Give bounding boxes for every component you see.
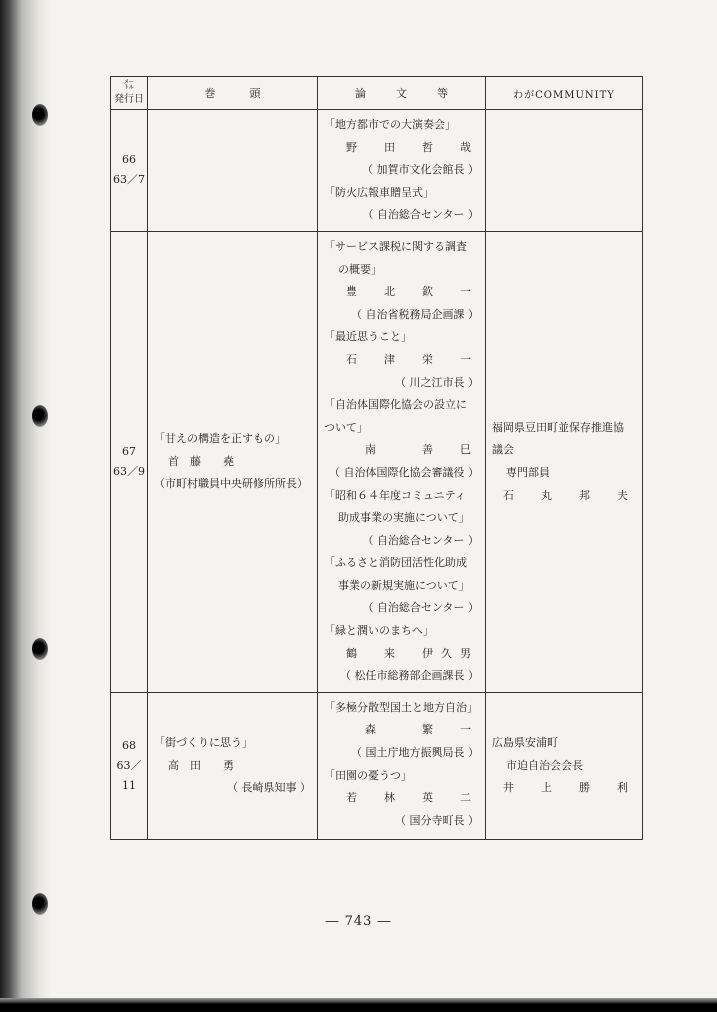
table-row [111, 231, 643, 692]
community-org: 議会 [492, 443, 514, 457]
foreword-affiliation: （ 長崎県知事 ） [227, 781, 311, 795]
issue-cell [111, 231, 148, 692]
community-cell [486, 692, 643, 839]
issue-number: 66 [122, 153, 136, 167]
issue-date: 63／11 [116, 758, 142, 792]
community-role: 専門部員 [506, 465, 550, 479]
article-affiliation: （ 自治省税務局企画課 ） [351, 307, 479, 321]
article-affiliation: （ 自治総合センター ） [362, 533, 479, 547]
foreword-cell [148, 692, 318, 839]
binder-hole [32, 638, 48, 660]
issue-number: 67 [122, 444, 136, 458]
binder-hole [32, 104, 48, 126]
article-affiliation: （ 加賀市文化会館長 ） [362, 163, 479, 177]
binder-hole [32, 405, 48, 427]
publication-table [110, 76, 643, 840]
article-author: 石 津 栄 一 [346, 352, 479, 366]
table-header-row [111, 77, 643, 110]
article-title: の概要」 [338, 262, 382, 276]
article-title: 「多極分散型国土と地方自治」 [324, 700, 478, 714]
article-title: 事業の新規実施について」 [338, 578, 470, 592]
binder-hole [32, 893, 48, 915]
community-org: 福岡県豆田町並保存推進協 [492, 420, 624, 434]
article-title: 「緑と潤いのまちへ」 [324, 624, 434, 638]
header-community: わがCOMMUNITY [486, 77, 643, 110]
table-row [111, 692, 643, 839]
article-title: 「ふるさと消防団活性化助成 [324, 556, 467, 570]
table-row [111, 110, 643, 232]
header-no-label: ㍍ [124, 80, 134, 91]
foreword-author: 首 藤 堯 [168, 454, 234, 468]
foreword-affiliation: （市町村職員中央研修所所長） [154, 477, 308, 491]
article-author: 若 林 英 二 [346, 791, 479, 805]
article-title: 「サービス課税に関する調査 [324, 239, 467, 253]
article-title: 「最近思うこと」 [324, 330, 412, 344]
binder-edge [0, 0, 52, 1012]
community-person: 井 上 勝 利 [503, 781, 636, 795]
community-org: 広島県安浦町 [492, 735, 558, 749]
article-title: 助成事業の実施について」 [338, 511, 470, 525]
page-number: ― 743 ― [325, 914, 392, 929]
article-affiliation: （ 自治総合センター ） [362, 601, 479, 615]
foreword-cell [148, 110, 318, 232]
header-foreword: 巻頭 [148, 77, 318, 110]
articles-cell [318, 110, 486, 232]
issue-date: 63／7 [113, 173, 145, 187]
article-author: 豊 北 欽 一 [346, 285, 479, 299]
header-issue-date [111, 77, 148, 110]
article-affiliation: （ 松任市総務部企画課長 ） [340, 669, 479, 683]
header-date-label: 発行日 [114, 94, 144, 105]
article-author: 野 田 哲 哉 [346, 140, 479, 154]
community-role: 市迫自治会会長 [506, 758, 583, 772]
article-title: 「田園の憂うつ」 [324, 768, 412, 782]
header-articles: 論文等 [318, 77, 486, 110]
article-author: 南 善 巳 [365, 443, 479, 457]
article-affiliation: （ 国土庁地方振興局長 ） [351, 746, 479, 760]
issue-cell [111, 110, 148, 232]
article-author: 森 繁 一 [365, 723, 479, 737]
foreword-title: 「甘えの構造を正すもの」 [154, 432, 286, 446]
community-cell [486, 110, 643, 232]
issue-number: 68 [122, 738, 136, 752]
community-person: 石 丸 邦 夫 [503, 488, 636, 502]
foreword-cell [148, 231, 318, 692]
article-affiliation: （ 川之江市長 ） [395, 375, 479, 389]
article-title: 「昭和６４年度コミュニティ [324, 488, 466, 502]
community-cell [486, 231, 643, 692]
foreword-title: 「街づくりに思う」 [154, 735, 253, 749]
foreword-author: 高 田 勇 [168, 758, 234, 772]
articles-cell [318, 231, 486, 692]
article-title: 「地方都市での大演奏会」 [324, 118, 456, 131]
issue-cell [111, 692, 148, 839]
scan-bottom-edge [0, 998, 717, 1012]
issue-date: 63／9 [113, 464, 145, 478]
article-title: 「自治体国際化協会の設立に [324, 398, 467, 412]
articles-cell [318, 692, 486, 839]
article-affiliation: （ 自治総合センター ） [362, 208, 479, 222]
article-title: ついて」 [324, 420, 368, 434]
article-affiliation: （ 自治体国際化協会審議役 ） [329, 465, 479, 479]
article-affiliation: （ 国分寺町長 ） [395, 813, 479, 827]
article-author: 鶴 来 伊久男 [346, 646, 479, 660]
article-title: 「防火広報車贈呈式」 [324, 185, 434, 199]
